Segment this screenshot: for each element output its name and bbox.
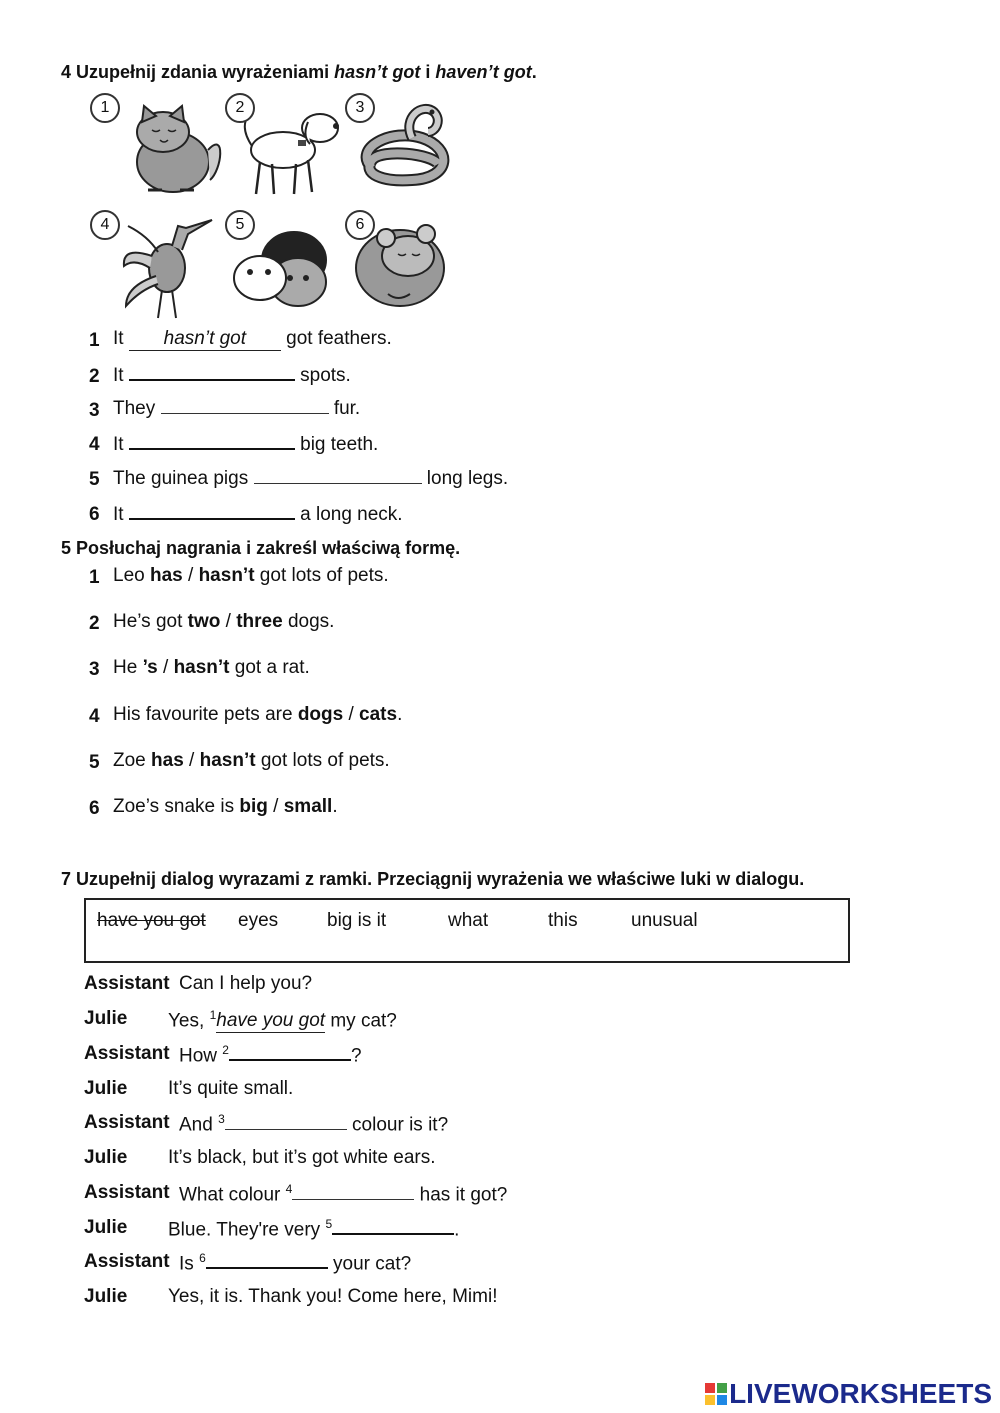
picture-number-2: 2 <box>225 93 255 123</box>
ex4-sentence-2: It spots. <box>113 365 351 386</box>
ex4-sentence-6: It a long neck. <box>113 504 403 525</box>
word-have-you-got[interactable]: have you got <box>97 910 206 931</box>
ex5-item-number-6: 6 <box>89 798 100 819</box>
ex4-item-number-3: 3 <box>89 400 100 421</box>
dialog-blank-4[interactable] <box>292 1183 414 1200</box>
dialog-line-8: Blue. They're very $^5$ . <box>168 1217 460 1241</box>
speaker-label: Assistant <box>84 1112 170 1133</box>
speaker-label: Julie <box>84 1078 128 1099</box>
ex4-item-number-2: 2 <box>89 366 100 387</box>
word-this[interactable]: this <box>548 910 578 931</box>
ex5-item-3: He ’s / hasn’t got a rat. <box>113 657 310 678</box>
dialog-line-5: And $^3$ colour is it? <box>179 1112 449 1136</box>
ex4-item-number-1: 1 <box>89 330 100 351</box>
ex5-item-1: Leo has / hasn’t got lots of pets. <box>113 565 389 586</box>
speaker-label: Julie <box>84 1008 128 1029</box>
ex5-option-b-5[interactable]: hasn’t <box>199 750 256 771</box>
dialog-line-4: It’s quite small. <box>168 1078 294 1099</box>
bird-picture <box>112 216 222 322</box>
ex5-option-a-2[interactable]: two <box>187 611 221 632</box>
exercise-4-heading: 4 Uzupełnij zdania wyrażeniami hasn’t got i haven’t got. <box>61 62 537 82</box>
ex5-option-b-6[interactable]: small <box>283 796 333 817</box>
word-unusual[interactable]: unusual <box>631 910 698 931</box>
dialog-blank-5[interactable] <box>332 1217 454 1235</box>
dialog-blank-6[interactable] <box>206 1251 328 1269</box>
dialog-blank-2[interactable] <box>229 1043 351 1061</box>
dialog-blank-3[interactable] <box>225 1113 347 1130</box>
picture-number-3: 3 <box>345 93 375 123</box>
word-big-is-it[interactable]: big is it <box>327 910 387 931</box>
ex5-option-a-6[interactable]: big <box>239 796 268 817</box>
ex5-option-a-4[interactable]: dogs <box>297 704 344 725</box>
ex4-blank-4[interactable] <box>129 432 295 450</box>
ex5-item-number-3: 3 <box>89 659 100 680</box>
ex5-item-number-1: 1 <box>89 567 100 588</box>
dialog-line-2: Yes, $^1$have you got my cat? <box>168 1008 397 1032</box>
dialog-line-3: How $^2$ ? <box>179 1043 362 1067</box>
ex5-item-4: His favourite pets are dogs / cats. <box>113 704 403 725</box>
ex4-blank-3[interactable] <box>161 397 329 414</box>
ex4-sentence-3: They fur. <box>113 398 361 419</box>
exercise-7-heading: 7 Uzupełnij dialog wyrazami z ramki. Przeciągnij wyrażenia we właściwe luki w dialogu. <box>61 869 805 889</box>
speaker-label: Assistant <box>84 973 170 994</box>
ex4-item-number-6: 6 <box>89 504 100 525</box>
speaker-label: Assistant <box>84 1182 170 1203</box>
ex5-option-b-3[interactable]: hasn’t <box>173 657 230 678</box>
ex4-answer-1: hasn’t got <box>129 328 281 351</box>
ex4-item-number-4: 4 <box>89 434 100 455</box>
dialog-answer-1: have you got <box>216 1010 326 1032</box>
ex5-item-5: Zoe has / hasn’t got lots of pets. <box>113 750 390 771</box>
ex4-item-number-5: 5 <box>89 469 100 490</box>
ex5-item-6: Zoe’s snake is big / small. <box>113 796 338 817</box>
word-box <box>84 898 850 963</box>
ex5-item-2: He’s got two / three dogs. <box>113 611 335 632</box>
ex4-blank-5[interactable] <box>254 467 422 484</box>
ex4-sentence-4: It big teeth. <box>113 434 379 455</box>
exercise-5-heading: 5 Posłuchaj nagrania i zakreśl właściwą formę. <box>61 538 461 558</box>
word-eyes[interactable]: eyes <box>238 910 279 931</box>
speaker-label: Assistant <box>84 1043 170 1064</box>
ex5-option-a-1[interactable]: has <box>149 565 183 586</box>
dog-picture <box>238 100 348 200</box>
ex4-sentence-1: It hasn’t got got feathers. <box>113 328 392 349</box>
dialog-line-9: Is $^6$ your cat? <box>179 1251 412 1275</box>
dialog-line-7: What colour $^4$ has it got? <box>179 1182 508 1206</box>
speaker-label: Assistant <box>84 1251 170 1272</box>
ex4-sentence-5: The guinea pigs long legs. <box>113 468 509 489</box>
liveworksheets-logo-icon <box>705 1380 727 1402</box>
ex4-blank-6[interactable] <box>129 502 295 520</box>
picture-number-4: 4 <box>90 210 120 240</box>
ex5-option-b-1[interactable]: hasn’t <box>198 565 255 586</box>
ex5-option-b-2[interactable]: three <box>236 611 283 632</box>
speaker-label: Julie <box>84 1217 128 1238</box>
ex5-option-a-5[interactable]: has <box>151 750 184 771</box>
liveworksheets-logo: LIVEWORKSHEETS <box>705 1378 992 1410</box>
ex5-option-a-3[interactable]: ’s <box>142 657 158 678</box>
picture-number-1: 1 <box>90 93 120 123</box>
speaker-label: Julie <box>84 1147 128 1168</box>
ex5-option-b-4[interactable]: cats <box>359 704 398 725</box>
picture-number-6: 6 <box>345 210 375 240</box>
dialog-line-1: Can I help you? <box>179 973 313 994</box>
dialog-line-6: It’s black, but it’s got white ears. <box>168 1147 436 1168</box>
ex4-blank-2[interactable] <box>129 363 295 381</box>
ex5-item-number-2: 2 <box>89 613 100 634</box>
speaker-label: Julie <box>84 1286 128 1307</box>
ex5-item-number-4: 4 <box>89 706 100 727</box>
cat-picture <box>118 100 228 196</box>
word-what[interactable]: what <box>448 910 489 931</box>
dialog-line-10: Yes, it is. Thank you! Come here, Mimi! <box>168 1286 498 1307</box>
picture-number-5: 5 <box>225 210 255 240</box>
ex5-item-number-5: 5 <box>89 752 100 773</box>
